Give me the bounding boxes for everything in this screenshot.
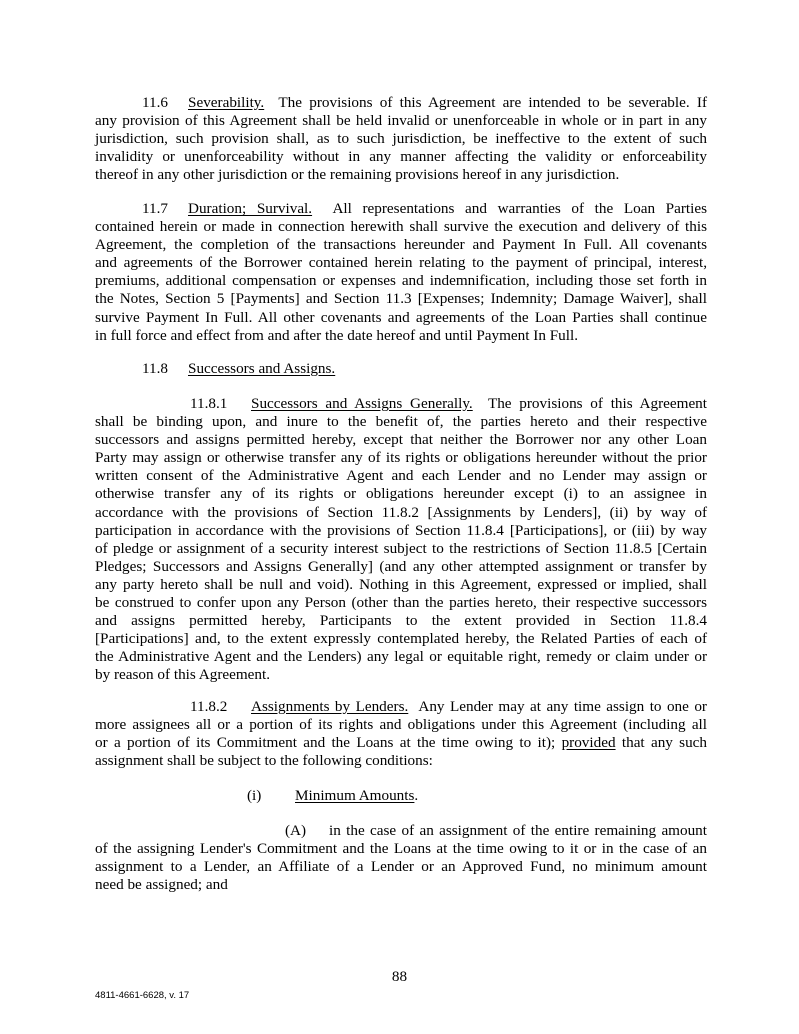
- section-number: 11.6: [142, 94, 169, 111]
- paragraph-line: any party hereto shall be null and void). Nothing in this Agreement, expressed or implied, shall: [95, 575, 707, 593]
- paragraph-line: written consent of the Administrative Agent and each Lender and no Lender may assign or: [95, 467, 707, 485]
- paragraph-line: the Notes, Section 5 [Payments] and Section 11.3 [Expenses; Indemnity; Damage Waiver], shall: [95, 290, 707, 308]
- paragraph-line: be construed to confer upon any Person (other than the parties hereto, their respective successors: [95, 594, 707, 612]
- section-title: Successors and Assigns.: [188, 360, 336, 377]
- paragraph-line: of pledge or assignment of a security interest subject to the restrictions of Section 11.8.5 [Certain: [95, 539, 707, 557]
- section-number: 11.8.1: [190, 395, 228, 412]
- paragraph-line: and agreements of the Borrower contained herein relating to the payment of principal, interest,: [95, 254, 707, 272]
- section-11-8-2: [95, 698, 707, 770]
- paragraph-text: The provisions of this Agreement: [487, 395, 707, 412]
- section-title: Duration; Survival.: [188, 200, 313, 217]
- paragraph-line: survive Payment In Full. All other covenants and agreements of the Loan Parties shall continue: [95, 308, 707, 326]
- document-id: 4811-4661-6628, v. 17: [95, 990, 190, 1001]
- paragraph-line: Party may assign or otherwise transfer any of its rights or obligations hereunder without the prior: [95, 449, 707, 467]
- paragraph-line: jurisdiction, such provision shall, as to such jurisdiction, be ineffective to the extent of such: [95, 130, 707, 148]
- section-11-8-heading: [142, 360, 335, 378]
- item-A: [95, 822, 707, 894]
- paragraph-line: and assigns permitted hereby, Participants to the extent provided in Section 11.8.4: [95, 612, 707, 630]
- paragraph-line: by reason of this Agreement.: [95, 666, 271, 684]
- paragraph-text: Any Lender may at any time assign to one or: [418, 698, 707, 715]
- paragraph-line: accordance with the provisions of Section 11.8.2 [Assignments by Lenders], (ii) by way of: [95, 503, 707, 521]
- paragraph-line: invalidity or unenforceability without in any manner affecting the validity or enforceability: [95, 148, 707, 166]
- paragraph-text: in the case of an assignment of the entire remaining amount: [329, 822, 707, 839]
- item-i-heading: [247, 787, 418, 805]
- paragraph-line: of the assigning Lender's Commitment and the Loans at the time owing to it or in the case of an: [95, 840, 707, 858]
- paragraph-line: shall be binding upon, and inure to the benefit of, the parties hereto and their respective: [95, 413, 707, 431]
- paragraph-line: the Administrative Agent and the Lenders) any legal or equitable right, remedy or claim under or: [95, 648, 707, 666]
- paragraph-line: [Participations] and, to the extent expressly contemplated hereby, the Related Parties of each of: [95, 630, 707, 648]
- paragraph-line: assignment to a Lender, an Affiliate of a Lender or an Approved Fund, no minimum amount: [95, 858, 707, 876]
- paragraph-line: otherwise transfer any of its rights or obligations hereunder except (i) to an assignee in: [95, 485, 707, 503]
- paragraph-line: Agreement, the completion of the transactions hereunder and Payment In Full. All covenants: [95, 236, 707, 254]
- section-number: 11.8.2: [190, 698, 228, 715]
- paragraph-line: successors and assigns permitted hereby, except that neither the Borrower nor any other Loan: [95, 431, 707, 449]
- section-title: Successors and Assigns Generally.: [251, 395, 473, 412]
- page-number: 88: [391, 968, 408, 985]
- section-11-6: [95, 94, 707, 184]
- item-period: .: [414, 787, 419, 804]
- paragraph-line: contained herein or made in connection herewith shall survive the execution and delivery of this: [95, 218, 707, 236]
- paragraph-text: that any such: [621, 734, 708, 752]
- section-title: Assignments by Lenders.: [251, 698, 409, 715]
- provided-term: provided: [561, 734, 616, 752]
- section-number: 11.7: [142, 200, 169, 217]
- paragraph-line: more assignees all or a portion of its rights and obligations under this Agreement (including all: [95, 716, 707, 734]
- paragraph-line: participation in accordance with the provisions of Section 11.8.4 [Participations], or (iii) by way: [95, 521, 707, 539]
- paragraph-line: thereof in any other jurisdiction or the remaining provisions hereof in any jurisdiction.: [95, 166, 620, 184]
- item-number: (i): [247, 787, 262, 804]
- paragraph-line: need be assigned; and: [95, 876, 228, 894]
- paragraph-line: assignment shall be subject to the following conditions:: [95, 752, 433, 770]
- paragraph-line: Pledges; Successors and Assigns Generally] (and any other attempted assignment or transfer by: [95, 557, 707, 575]
- paragraph-line: in full force and effect from and after the date hereof and until Payment In Full.: [95, 326, 579, 344]
- section-11-8-1: [95, 395, 707, 685]
- paragraph-line: any provision of this Agreement shall be held invalid or unenforceable in whole or in part in any: [95, 112, 707, 130]
- section-number: 11.8: [142, 360, 169, 377]
- item-title: Minimum Amounts: [295, 787, 415, 804]
- paragraph-text: All representations and warranties of the Loan Parties: [332, 200, 707, 217]
- paragraph-text: The provisions of this Agreement are intended to be severable. If: [278, 94, 708, 111]
- paragraph-line: premiums, additional compensation or expenses and indemnification, including those set forth in: [95, 272, 707, 290]
- section-11-7: [95, 200, 707, 345]
- paragraph-text: or a portion of its Commitment and the Loans at the time owing to it);: [95, 734, 556, 752]
- item-number: (A): [285, 822, 307, 839]
- section-title: Severability.: [188, 94, 265, 111]
